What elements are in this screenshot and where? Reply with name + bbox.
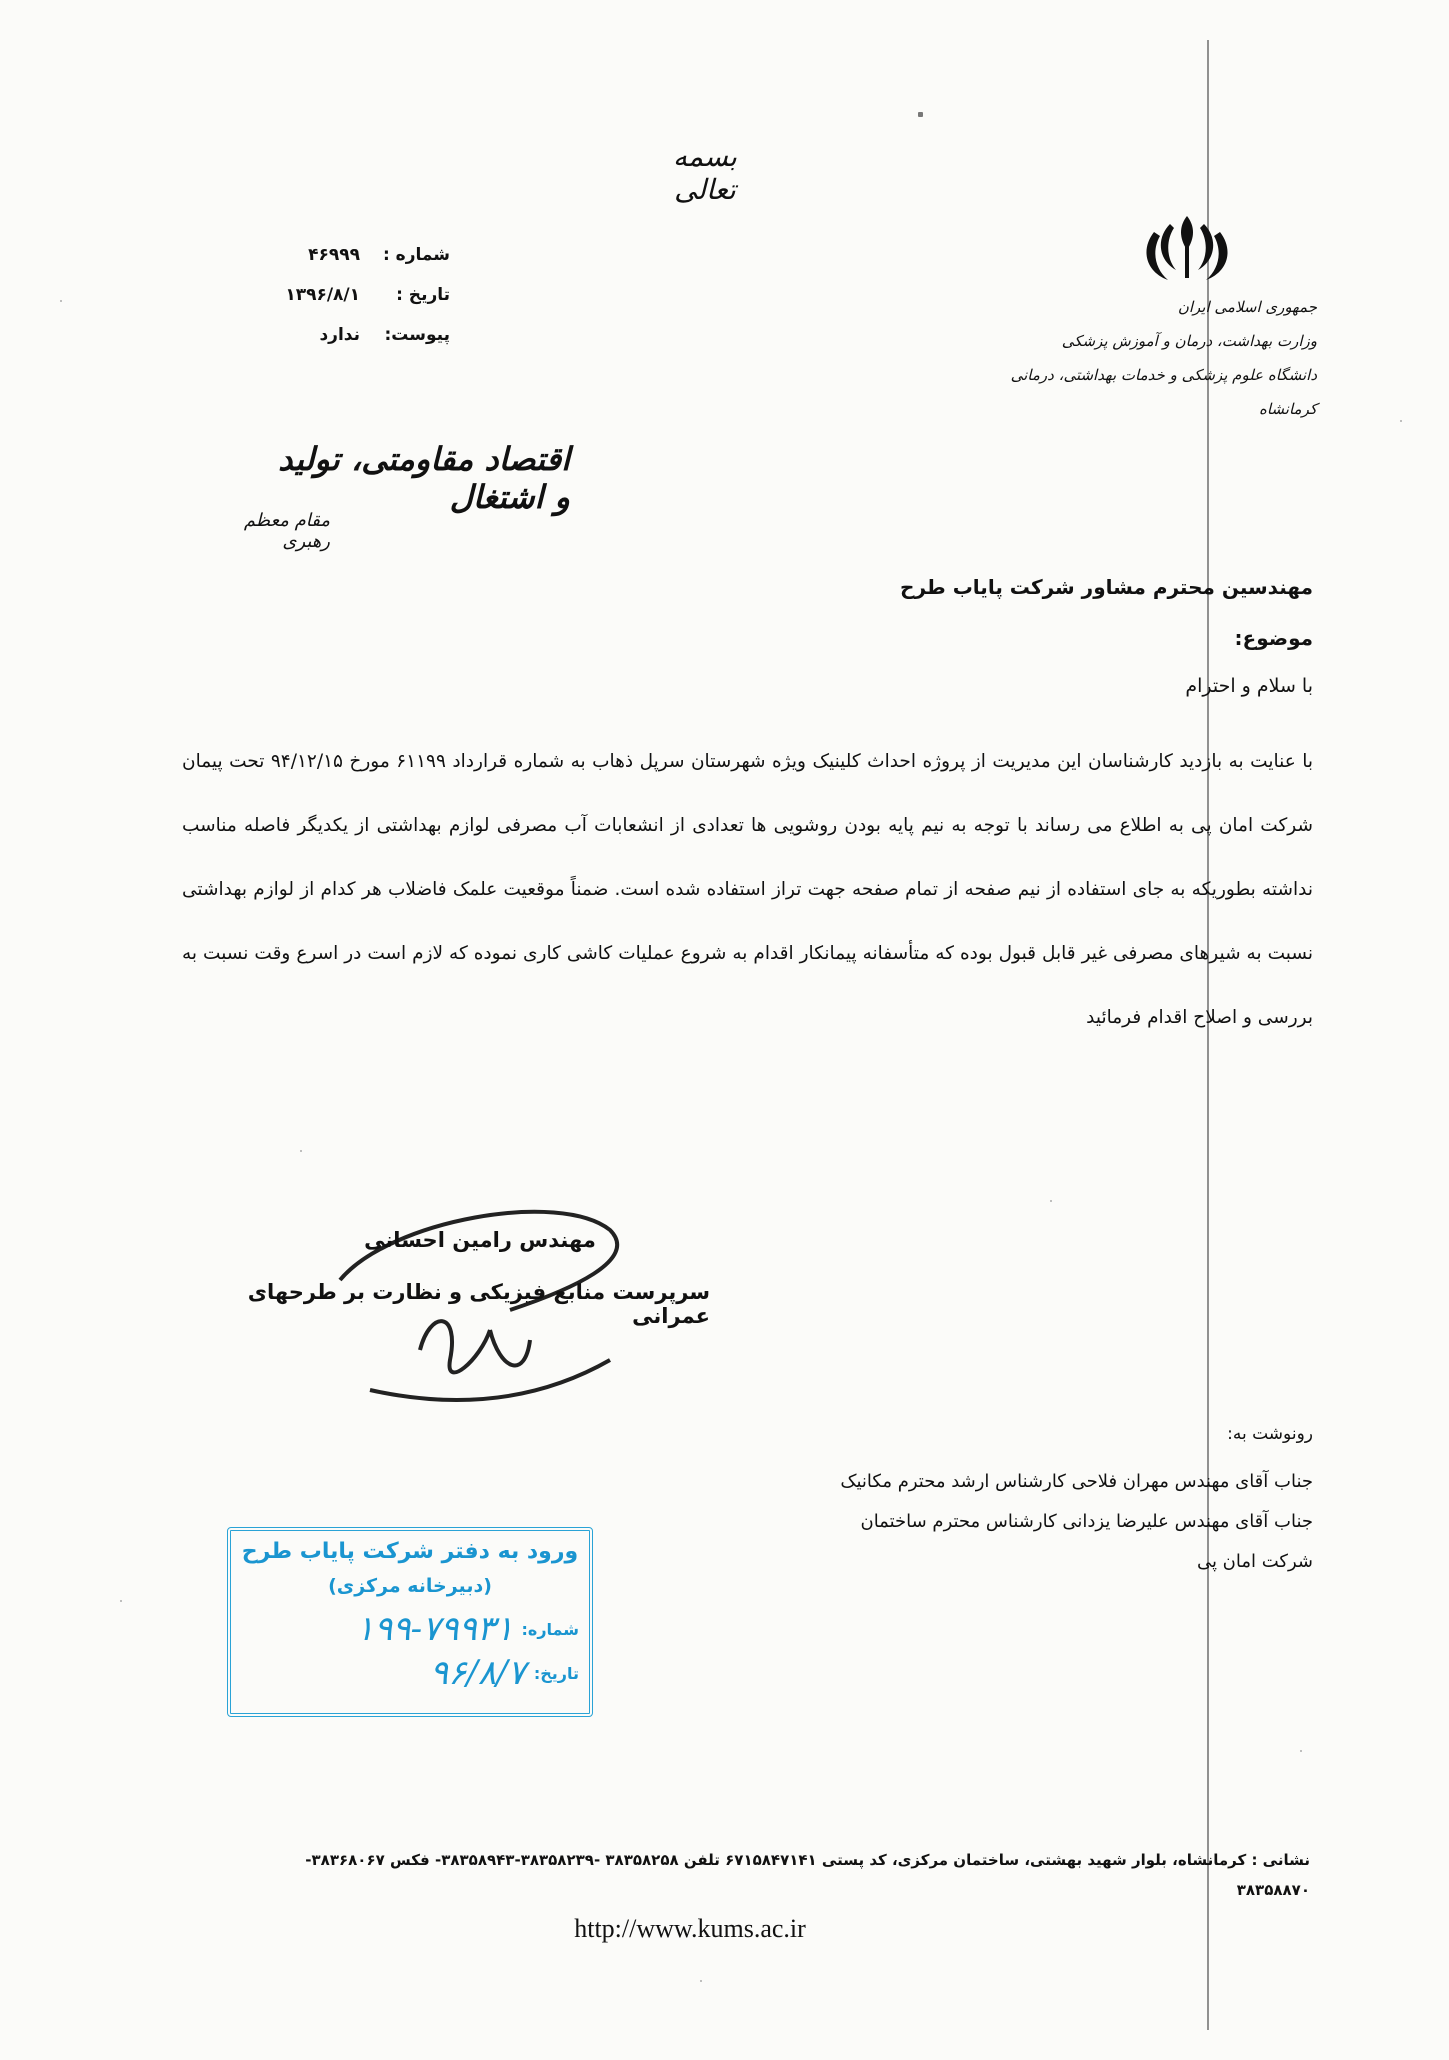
greeting: با سلام و احترام [1185, 675, 1313, 697]
signer-title: سرپرست منابع فیزیکی و نظارت بر طرحهای عمرانی [247, 1280, 710, 1328]
meta-number [230, 235, 450, 275]
cc-heading: رونوشت به: [1227, 1424, 1313, 1444]
cc-item: شرکت امان پی [1196, 1551, 1313, 1572]
signer-name: مهندس رامین احسانی [364, 1228, 596, 1252]
stamp-number-label: شماره: [521, 1619, 579, 1639]
speck [300, 1150, 302, 1152]
address-line: نشانی : کرمانشاه، بلوار شهید بهشتی، ساختمان مرکزی، کد پستی ۶۷۱۵۸۴۷۱۴۱ تلفن ۳۸۳۵۸۲۵۸ -۳۸۳۵۸۲۳۹-۳۸۳۵۸۹۴۳- فکس ۳۸۳۶۸۰۶۷- [305, 1851, 1310, 1869]
meta-attachment [230, 315, 450, 355]
org-line: دانشگاه علوم پزشکی و خدمات بهداشتی، درمانی کرمانشاه [1010, 366, 1317, 418]
cc-item: جناب آقای مهندس علیرضا یزدانی کارشناس محترم ساختمان [860, 1511, 1313, 1532]
slogan: اقتصاد مقاومتی، تولید و اشتغال [278, 440, 570, 516]
meta-value: ندارد [319, 325, 360, 345]
subject-label: موضوع: [1234, 626, 1313, 650]
letter-body: با عنایت به بازدید کارشناسان این مدیریت از پروژه احداث کلینیک ویژه شهرستان سرپل ذهاب به شماره قرارداد ۶۱۱۹۹ مورخ ۹۴/۱۲/۱۵ تحت پیمان شرکت امان پی به اطلاع می رساند با توجه به نیم پایه بودن روشویی ها تعدادی از انشعابات آب مصرفی لوازم بهداشتی از یکدیگر فاصله مناسب نداشته بطوریکه به جای استفاده از نیم صفحه از تمام صفحه جهت تراز استفاده شده است. ضمناً موقعیت علمک فاضلاب هر کدام از لوازم بهداشتی نسبت به شیرهای مصرفی غیر قابل قبول بوده که متأسفانه پیمانکار اقدام به شروع عملیات کاشی کاری نموده که لازم است در اسرع وقت نسبت به بررسی و اصلاح اقدام فرمائید [182, 751, 1313, 1028]
receipt-stamp [227, 1527, 593, 1717]
meta-date [230, 275, 450, 315]
speck [120, 1600, 122, 1602]
org-line: وزارت بهداشت، درمان و آموزش پزشکی [1061, 332, 1317, 350]
stamp-date-row [249, 1653, 579, 1693]
speck [1400, 420, 1402, 422]
org-line: جمهوری اسلامی ایران [1177, 298, 1317, 316]
stamp-number-row [249, 1609, 579, 1649]
meta-value: ۴۶۹۹۹ [308, 245, 360, 265]
meta-label: تاریخ : [396, 285, 450, 305]
cc-item: جناب آقای مهندس مهران فلاحی کارشناس ارشد محترم مکانیک [840, 1471, 1313, 1492]
speck [1050, 1200, 1052, 1202]
iran-emblem-icon [1132, 210, 1242, 290]
website-link[interactable]: http://www.kums.ac.ir [574, 1914, 806, 1943]
speck [60, 300, 62, 302]
stamp-subtitle: (دبیرخانه مرکزی) [328, 1575, 492, 1597]
stamp-title: ورود به دفتر شرکت پایاب طرح [241, 1539, 579, 1564]
letter-meta [230, 235, 450, 355]
stamp-date-label: تاریخ: [533, 1663, 579, 1683]
meta-label: پیوست: [384, 325, 450, 345]
footer-address [140, 1845, 1310, 1905]
stamp-date-value: ۹۶/۸/۷ [429, 1653, 526, 1693]
stamp-number-value: ۱۹۹-۷۹۹۳۱ [355, 1609, 514, 1649]
basmala: بسمه تعالی [673, 140, 737, 206]
meta-value: ۱۳۹۶/۸/۱ [285, 285, 360, 305]
meta-label: شماره : [382, 245, 450, 265]
speck [1300, 1750, 1302, 1752]
speck [700, 1980, 702, 1982]
cc-list [563, 1462, 1313, 1582]
organization-name [987, 290, 1317, 426]
recipient: مهندسین محترم مشاور شرکت پایاب طرح [900, 575, 1313, 599]
address-line: ۳۸۳۵۸۸۷۰ [1236, 1881, 1310, 1899]
speck [918, 112, 923, 117]
slogan-attribution: مقام معظم رهبری [243, 510, 330, 552]
